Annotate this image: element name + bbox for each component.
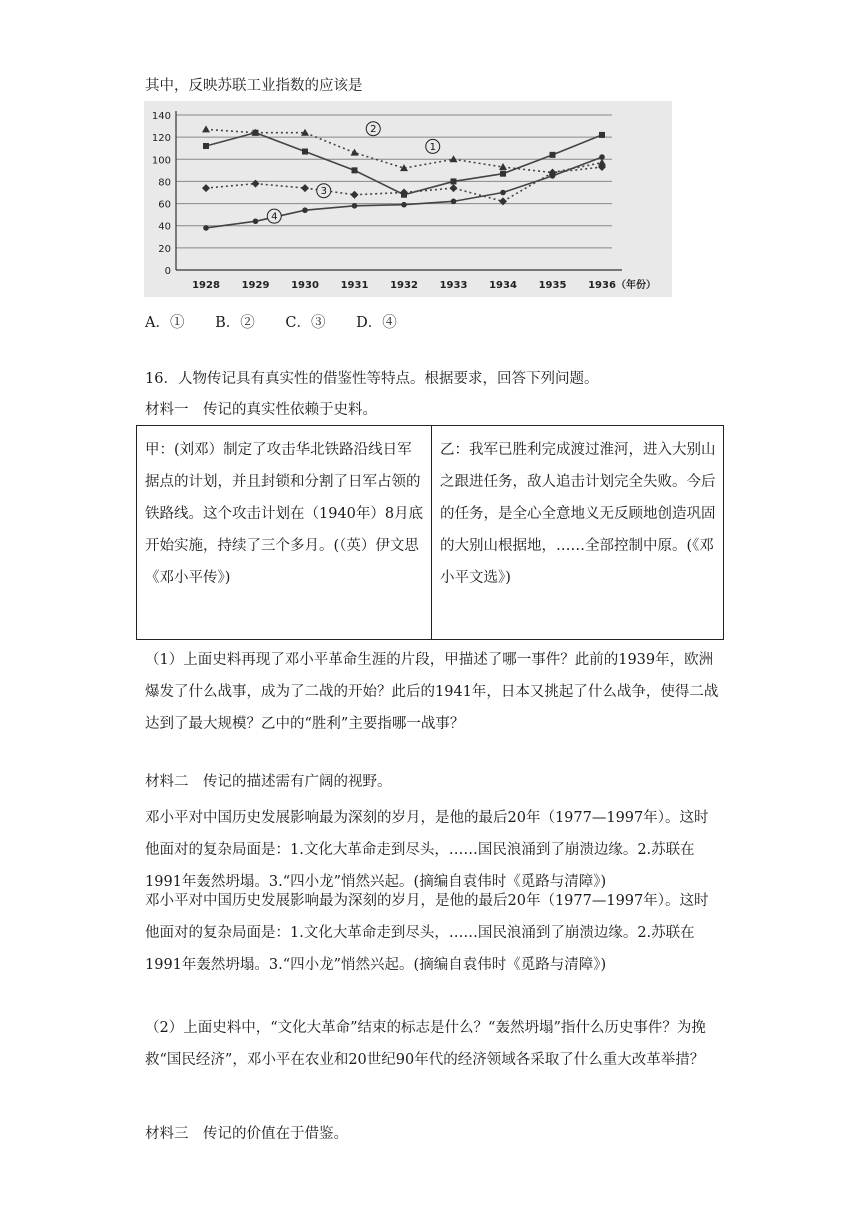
data-point [352, 203, 358, 209]
data-point [401, 202, 407, 208]
series-label: 4 [271, 211, 278, 223]
material-1-title: 材料一 传记的真实性依赖于史料。 [145, 402, 377, 418]
data-point [302, 207, 308, 213]
x-tick-label: 1936 [588, 280, 616, 291]
option-c[interactable]: C．③ [285, 315, 326, 331]
data-point [352, 167, 358, 173]
data-point [253, 130, 259, 136]
y-tick-label: 20 [158, 243, 171, 255]
industrial-index-chart [144, 101, 672, 297]
y-tick-label: 120 [151, 133, 171, 145]
data-point [451, 199, 457, 205]
data-point [451, 178, 457, 184]
data-point [599, 154, 605, 160]
data-point [203, 225, 209, 231]
sub-question-2: （2）上面史料中，“文化大革命”结束的标志是什么？“轰然坍塌”指什么历史事件？为挽救“国民经济”，邓小平在农业和20世纪90年代的经济领域各采取了什么重大改革举措？ [145, 1020, 706, 1068]
x-axis-label: （年份） [616, 280, 656, 291]
x-tick-label: 1928 [192, 280, 220, 291]
chart-background [144, 101, 672, 297]
x-tick-label: 1931 [340, 280, 369, 291]
source-yi: 乙：我军已胜利完成渡过淮河，进入大别山之跟进任务，敌人追击计划完全失败。今后的任务，是全心全意地义无反顾地创造巩固的大别山根据地，……全部控制中原。(《邓小平文选》) [432, 426, 724, 640]
data-point [253, 218, 259, 224]
x-tick-label: 1930 [291, 280, 319, 291]
option-d[interactable]: D．④ [356, 315, 397, 331]
y-tick-label: 140 [151, 111, 171, 122]
source-jia: 甲：(刘邓）制定了攻击华北铁路沿线日军据点的计划，并且封锁和分割了日军占领的铁路线。这个攻击计划在（1940年）8月底开始实施，持续了三个多月。(（英）伊文思《邓小平传》) [137, 426, 432, 640]
option-a[interactable]: A．① [145, 315, 185, 331]
series-label: 2 [370, 124, 377, 136]
material-3-title: 材料三 传记的价值在于借鉴。 [145, 1126, 348, 1142]
x-tick-label: 1929 [241, 280, 270, 291]
data-point [599, 132, 605, 138]
y-tick-label: 80 [158, 177, 171, 189]
data-point [500, 171, 506, 177]
sub-question-1: （1）上面史料再现了邓小平革命生涯的片段，甲描述了哪一事件？此前的1939年，欧洲爆发了什么战事，成为了二战的开始？此后的1941年，日本又挑起了什么战争，使得二战达到了最大规模？乙中的“胜利”主要指哪一战事？ [145, 652, 719, 732]
data-point [550, 152, 556, 158]
x-tick-label: 1933 [439, 280, 468, 291]
data-point [550, 173, 556, 179]
material-2-paragraph-2: 邓小平对中国历史发展影响最为深刻的岁月，是他的最后20年（1977—1997年）。这时他面对的复杂局面是：1.文化大革命走到尽头，……国民浪涌到了崩溃边缘。2.苏联在1991年轰然坍塌。3.“四小龙”悄然兴起。(摘编自袁伟时《觅路与清障》) [145, 893, 709, 973]
answer-options [145, 311, 423, 332]
data-point [302, 149, 308, 155]
option-b[interactable]: B．② [215, 315, 255, 331]
y-tick-label: 0 [164, 266, 171, 277]
y-tick-label: 40 [158, 221, 171, 233]
material-2-title: 材料二 传记的描述需有广阔的视野。 [145, 774, 392, 790]
source-table [136, 425, 724, 640]
material-2-paragraph-1: 邓小平对中国历史发展影响最为深刻的岁月，是他的最后20年（1977—1997年）。这时他面对的复杂局面是：1.文化大革命走到尽头，……国民浪涌到了崩溃边缘。2.苏联在1991年轰然坍塌。3.“四小龙”悄然兴起。(摘编自袁伟时《觅路与清障》) [145, 810, 709, 890]
data-point [203, 143, 209, 149]
series-label: 3 [320, 186, 327, 198]
x-tick-label: 1932 [390, 280, 418, 291]
x-tick-label: 1934 [489, 280, 517, 291]
y-tick-label: 100 [151, 155, 171, 167]
x-tick-label: 1935 [538, 280, 567, 291]
y-tick-label: 60 [158, 199, 171, 211]
intro-question: 其中，反映苏联工业指数的应该是 [145, 78, 363, 94]
data-point [500, 190, 506, 196]
series-label: 1 [429, 141, 436, 153]
question-16-stem: 16．人物传记具有真实性的借鉴性等特点。根据要求，回答下列问题。 [145, 371, 599, 387]
